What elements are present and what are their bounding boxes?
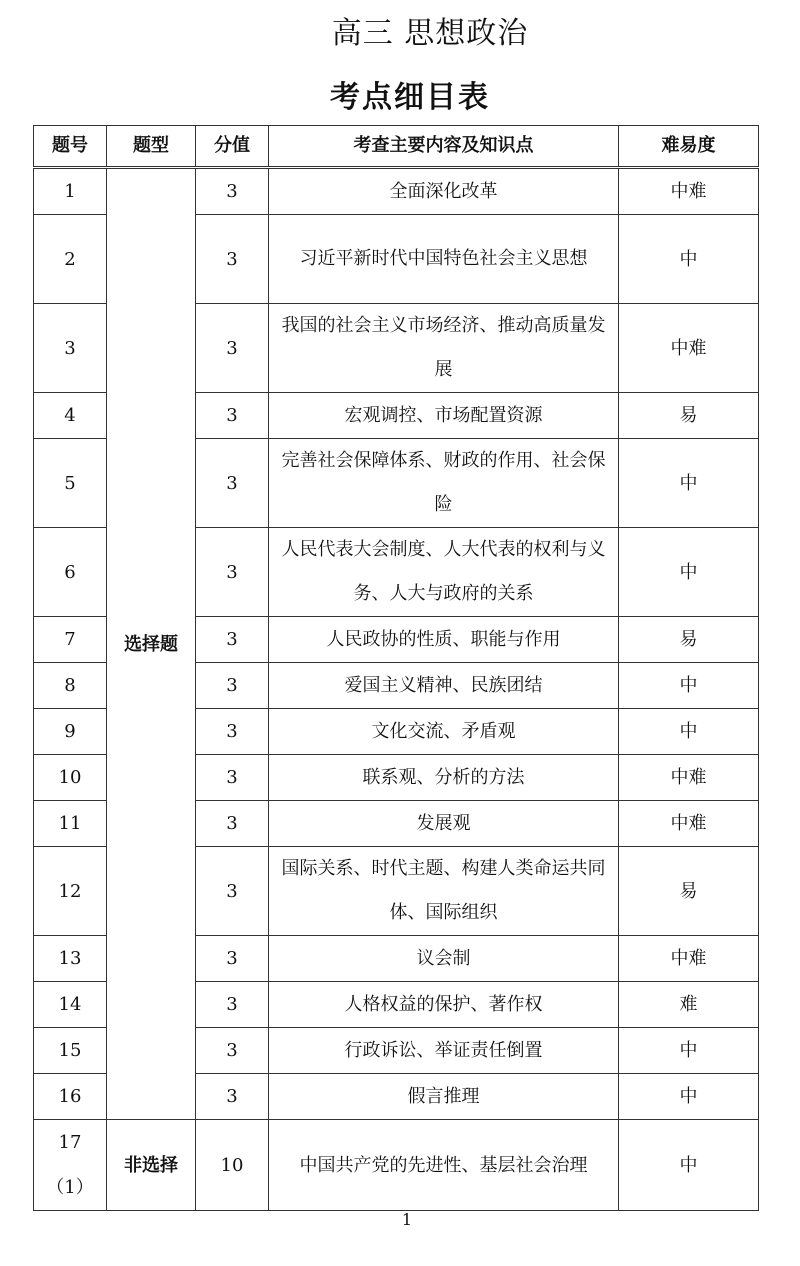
knowledge-point: 中国共产党的先进性、基层社会治理: [269, 1120, 619, 1211]
table-row: [34, 1120, 759, 1211]
question-score: 3: [196, 1074, 269, 1120]
knowledge-point: 宏观调控、市场配置资源: [269, 393, 619, 439]
question-number: 5: [34, 439, 107, 528]
question-number: 14: [34, 982, 107, 1028]
exam-points-table: [33, 125, 759, 1211]
knowledge-point: 爱国主义精神、民族团结: [269, 663, 619, 709]
question-number: 16: [34, 1074, 107, 1120]
difficulty-level: 中: [619, 215, 759, 304]
column-header-content: 考查主要内容及知识点: [269, 126, 619, 168]
difficulty-level: 中难: [619, 168, 759, 215]
difficulty-level: 易: [619, 393, 759, 439]
question-type: 选择题: [107, 168, 196, 1120]
knowledge-point: 人格权益的保护、著作权: [269, 982, 619, 1028]
question-number: 1: [34, 168, 107, 215]
difficulty-level: 易: [619, 617, 759, 663]
difficulty-level: 中: [619, 528, 759, 617]
knowledge-point: 人民代表大会制度、人大代表的权利与义务、人大与政府的关系: [269, 528, 619, 617]
question-score: 3: [196, 215, 269, 304]
question-score: 3: [196, 528, 269, 617]
page-title: 考点细目表: [330, 80, 490, 115]
knowledge-point: 联系观、分析的方法: [269, 755, 619, 801]
knowledge-point: 假言推理: [269, 1074, 619, 1120]
question-number: 15: [34, 1028, 107, 1074]
question-score: 3: [196, 801, 269, 847]
question-number: 6: [34, 528, 107, 617]
question-number: 17（1）: [34, 1120, 107, 1211]
question-score: 3: [196, 304, 269, 393]
question-score: 10: [196, 1120, 269, 1211]
column-header-difficulty: 难易度: [619, 126, 759, 168]
difficulty-level: 中: [619, 1120, 759, 1211]
question-score: 3: [196, 617, 269, 663]
difficulty-level: 中难: [619, 936, 759, 982]
question-score: 3: [196, 936, 269, 982]
question-number: 2: [34, 215, 107, 304]
column-header-score: 分值: [196, 126, 269, 168]
question-number: 7: [34, 617, 107, 663]
table-row: [34, 168, 759, 215]
knowledge-point: 习近平新时代中国特色社会主义思想: [269, 215, 619, 304]
question-score: 3: [196, 709, 269, 755]
question-score: 3: [196, 393, 269, 439]
knowledge-point: 文化交流、矛盾观: [269, 709, 619, 755]
difficulty-level: 中: [619, 709, 759, 755]
knowledge-point: 议会制: [269, 936, 619, 982]
table-body: [34, 168, 759, 1211]
question-score: 3: [196, 168, 269, 215]
question-number: 8: [34, 663, 107, 709]
question-score: 3: [196, 847, 269, 936]
difficulty-level: 中: [619, 1028, 759, 1074]
difficulty-level: 中: [619, 439, 759, 528]
knowledge-point: 我国的社会主义市场经济、推动高质量发展: [269, 304, 619, 393]
knowledge-point: 人民政协的性质、职能与作用: [269, 617, 619, 663]
question-score: 3: [196, 1028, 269, 1074]
difficulty-level: 中难: [619, 755, 759, 801]
question-score: 3: [196, 439, 269, 528]
question-score: 3: [196, 755, 269, 801]
question-number: 13: [34, 936, 107, 982]
question-number: 10: [34, 755, 107, 801]
question-type: 非选择: [107, 1120, 196, 1211]
question-number: 9: [34, 709, 107, 755]
question-number: 11: [34, 801, 107, 847]
question-score: 3: [196, 982, 269, 1028]
difficulty-level: 中难: [619, 304, 759, 393]
knowledge-point: 国际关系、时代主题、构建人类命运共同体、国际组织: [269, 847, 619, 936]
knowledge-point: 完善社会保障体系、财政的作用、社会保险: [269, 439, 619, 528]
knowledge-point: 全面深化改革: [269, 168, 619, 215]
question-number: 12: [34, 847, 107, 936]
page-number: 1: [401, 1210, 413, 1229]
column-header-type: 题型: [107, 126, 196, 168]
subject-heading: 高三 思想政治: [331, 16, 529, 51]
table-header-row: [34, 126, 759, 168]
difficulty-level: 中难: [619, 801, 759, 847]
difficulty-level: 中: [619, 663, 759, 709]
difficulty-level: 易: [619, 847, 759, 936]
question-number: 4: [34, 393, 107, 439]
difficulty-level: 难: [619, 982, 759, 1028]
knowledge-point: 发展观: [269, 801, 619, 847]
difficulty-level: 中: [619, 1074, 759, 1120]
knowledge-point: 行政诉讼、举证责任倒置: [269, 1028, 619, 1074]
question-number: 3: [34, 304, 107, 393]
column-header-number: 题号: [34, 126, 107, 168]
question-score: 3: [196, 663, 269, 709]
